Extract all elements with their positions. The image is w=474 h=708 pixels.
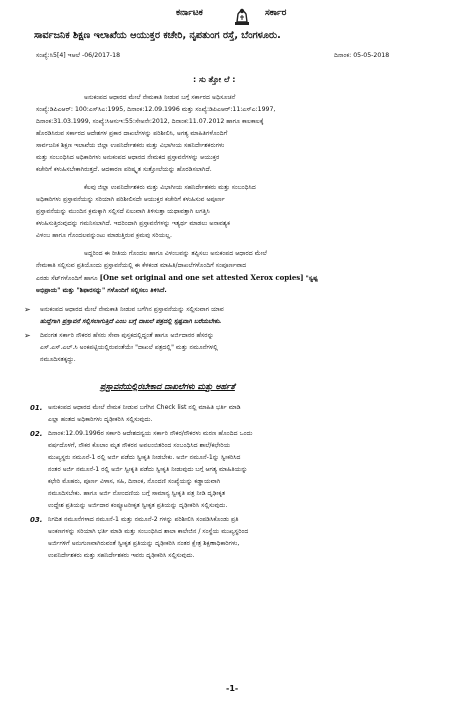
paragraph-3	[36, 248, 446, 297]
paragraph-2	[36, 182, 446, 242]
requirements-list	[30, 402, 454, 562]
item-line: ಅಂಕಣಗಳನ್ನು ಸರಿಯಾಗಿ ಭರ್ತಿ ಮಾಡಿ ಮತ್ತು ಸಂಬಂಧಿಸಿದ ಶಾಲಾ ಕಾಲೇಜಿನ / ಸಂಸ್ಥೆಯ ಮುಖ್ಯಸ್ಥರಿಂದ	[48, 528, 249, 535]
opinion-quote-start: "ಸ್ವಷ್ಟ	[305, 275, 318, 282]
paragraph-line: ಕಳುಹಿಸುತ್ತಿರುವುದನ್ನು ಗಮನಿಸಲಾಗಿದೆ. ಇದರಿಂದಾಗಿ ಪ್ರಸ್ತಾವನೆಗಳನ್ನು ಇತ್ಯರ್ಥ ಮಾಡಲು ಅನಾವಶ್ಯಕ	[36, 220, 230, 227]
paragraph-line: ಸಂಖ್ಯೆ:ಡಿಪಿಎಆರ್: 100:ಎಸ್‌ಸಿಎ:1995, ದಿನಾಂಕ:12.09.1996 ಮತ್ತು ಸಂಖ್ಯೆ:ಡಿಪಿಎಆರ್:11:ಎಸ್‌ಎ:1997,	[36, 106, 276, 113]
document-date: ದಿನಾಂಕ: 05-05-2018	[334, 52, 390, 59]
item-line: ಅನುಕಂಪದ ಆಧಾರದ ಮೇಲೆ ನೇಮಕ ನೀಡುವ ಬಗೆಗಿನ Check list ನಲ್ಲಿ ಮಾಹಿತಿ ಭರ್ತಿ ಮಾಡಿ	[48, 404, 241, 411]
item-line: ವರ್ಷದೊಳಗೆ, ನೌಕರ ಕೊಲಾಂ ಮೃತ ನೌಕರನ ಅವಲಂಬಿತರಿಂದ ಸಂಬಂಧಿಸಿದ ಶಾಲೆ/ಕಛೇರಿಯ	[48, 442, 231, 449]
bullet-line: ಹುದ್ದೆಗಾಗಿ ಪ್ರಸ್ತಾವನೆ ಸಲ್ಲಿಸಲಾಗುತ್ತಿದೆ ಎಂಬ ಬಗ್ಗೆ ದಾಖಲೆ ಪತ್ರದಲ್ಲಿ ಸ್ಪಷ್ಟವಾಗಿ ಬರೆಯಬೇಕು.	[40, 318, 222, 325]
paragraph-line: ಮತ್ತು ಸಂಬಂಧಿಸಿದ ಅಧಿಕಾರಿಗಳು ಅನುಕಂಪದ ಆಧಾರದ ನೇಮಕದ ಪ್ರಸ್ತಾವನೆಗಳನ್ನು ಆಯುಕ್ತರ	[36, 154, 220, 161]
paragraph-line: ದಿನಾಂಕ:31.03.1999, ಸಂಖ್ಯೆ:ಸಿಆಸುಇ:55:ಸೇಅನೇ:2012, ದಿನಾಂಕ:11.07.2012 ಹಾಗೂ ಕಾಲಕಾಲಕ್ಕೆ	[36, 118, 264, 125]
item-line: ನಮೂದಿಸಬೇಕು. ಹಾಗೂ ಅರ್ಜಿ ನೋಂದಣಿಯ ಬಗ್ಗೆ ಸಾಮಾನ್ಯ ಸ್ವೀಕೃತಿ ಪತ್ರ ನೀಡಿ ದೃಢೀಕೃತ	[48, 490, 226, 497]
arrow-bullet-icon: ➢	[24, 331, 31, 340]
circular-title: : ಸು ತ್ತೋ ಲೆ :	[193, 75, 236, 84]
bullet-line: ದಿವಂಗತ ಸರ್ಕಾರಿ ನೌಕರರ ಹೆಸರು ಸೇವಾ ಪುಸ್ತಕದಲ್ಲಿದ್ದಂತೆ ಹಾಗೂ ಅರ್ಜಿದಾರರ ಹೆಸರನ್ನು	[40, 332, 214, 339]
page-number: -1-	[226, 684, 239, 693]
item-line: ನಿಗದಿತ ನಮೂನೆಗಳಾದ ನಮೂನೆ-1 ಮತ್ತು ನಮೂನೆ-2 ಗಳನ್ನು ಪರಿಶೀಲಿಸಿ ಸಂಪಡಿಸಿಕೊಂಡು ಪ್ರತಿ	[48, 516, 239, 523]
item-line: ಮುಖ್ಯಸ್ಥರು ನಮೂನೆ-1 ರಲ್ಲಿ ಅರ್ಜಿ ಪಡೆದು ಸ್ವೀಕೃತಿ ನೀಡಬೇಕು. ಅರ್ಜಿ ನಮೂನೆ-1ನ್ನು ಸ್ವೀಕರಿಸಿದ	[48, 454, 241, 461]
paragraph-line: ಕೆಲವು ಜಿಲ್ಲಾ ಉಪನಿರ್ದೇಶಕರು ಮತ್ತು ವಿಭಾಗೀಯ ಸಹನಿರ್ದೇಶಕರು ಮತ್ತು ಸಂಬಂಧಿಸಿದ	[84, 184, 256, 191]
paragraph-line: ಅಭಿಪ್ರಾಯ" ಮತ್ತು "ಶಿಫಾರಸನ್ನು" ಗಳೊಂದಿಗೆ ಸಲ್ಲಿಸಲು ತಿಳಿಸಿದೆ.	[36, 287, 167, 294]
bullet-line: ಅನುಕಂಪದ ಆಧಾರದ ಮೇಲೆ ನೇಮಕಾತಿ ನೀಡುವ ಬಗೆಗಿನ ಪ್ರಸ್ತಾವನೆಯನ್ನು ಸಲ್ಲಿಸುವಾಗ ಯಾವ	[40, 306, 224, 313]
paragraph-text: ಎರಡು ಸೆಟ್‌ಗಳೊಂದಿಗೆ ಹಾಗೂ	[36, 275, 98, 282]
item-line: ಎಲ್ಲಾ ಹಂತದ ಅಧಿಕಾರಿಗಳು ದೃಢೀಕರಿಸಿ ಸಲ್ಲಿಸುವುದು.	[48, 416, 153, 423]
paragraph-1	[36, 92, 446, 176]
paragraph-line: ಅದ್ದರಿಂದ ಈ ರೀತಿಯ ಗೊಂದಲ ಹಾಗೂ ವಿಳಂಬವನ್ನು ತಪ್ಪಿಸಲು ಅನುಕಂಪದ ಆಧಾರದ ಮೇಲೆ	[84, 250, 267, 257]
attested-copies-note: [One set original and one set attested Xerox copies]	[99, 273, 304, 282]
item-line: ನಂತರ ಅರ್ಜಿ ನಮೂನೆ-1 ರಲ್ಲಿ ಅರ್ಜಿ ಸ್ವೀಕೃತಿ ಪಡೆದು ಸ್ವೀಕೃತಿ ನೀಡುವುದು ಬಗ್ಗೆ ಆಗತ್ಯ ಮಾಹಿತಿಯನ್ನು	[48, 466, 248, 473]
section-heading: ಪ್ರಸ್ತಾವನೆಯಲ್ಲಿರಬೇಕಾದ ದಾಖಲೆಗಳು ಮತ್ತು ಅರ್ಹತೆ	[100, 382, 235, 391]
paragraph-line: ಅಧಿಕಾರಿಗಳು ಪ್ರಸ್ತಾವನೆಯನ್ನು ಸರಿಯಾಗಿ ಪರಿಶೀಲಿಸದೇ ಆಯುಕ್ತರ ಕಚೇರಿಗೆ ಕಳುಹಿಸುವ ಅಪೂರ್ಣ	[36, 196, 225, 203]
list-item	[30, 428, 454, 512]
state-name-right: ಸರ್ಕಾರ	[265, 8, 287, 18]
item-line: ಉಪನಿರ್ದೇಶಕರು ಮತ್ತು ಸಹನಿರ್ದೇಶಕರು ಇವರು ದೃಢೀಕರಿಸಿ ಸಲ್ಲಿಸುವುದು.	[48, 552, 195, 559]
paragraph-line: ಕಚೇರಿಗೆ ಕಳುಹಿಸಬೇಕಾಗಿರುತ್ತದೆ. ಆದಕಾರಣ ಪರಿಷ್ಕೃತ ಸುತ್ತೋಲೆಯನ್ನು ಹೊರಡಿಸಲಾಗಿದೆ.	[36, 166, 212, 173]
bullet-item	[24, 330, 454, 366]
item-line: ಅರ್ಜಿಗಳಿಗೆ ಅನುಗುಣವಾಗಿರುವಂತೆ ಸ್ವೀಕೃತ ಪ್ರತಿಯನ್ನು ದೃಢೀಕರಿಸಿ ನಂತರ ಕ್ಷೇತ್ರ ಶಿಕ್ಷಣಾಧಿಕಾರಿಗಳು,	[48, 540, 240, 547]
paragraph-line: ಅನುಕಂಪದ ಆಧಾರದ ಮೇಲೆ ನೇಮಕಾತಿ ನೀಡುವ ಬಗ್ಗೆ ಸರ್ಕಾರದ ಅಧಿಸೂಚನೆ	[84, 94, 236, 101]
paragraph-line: ವಿಳಂಬ ಹಾಗೂ ಗೊಂದಲವನ್ನುಂಟು ಮಾಡುತ್ತಿರುವ ಕ್ರಮವು ಸರಿಯಲ್ಲ.	[36, 232, 172, 239]
bullet-item	[24, 304, 454, 328]
bullet-line: ನಮೂದಿಸತಕ್ಕದ್ದು.	[40, 356, 76, 363]
list-item	[30, 514, 454, 562]
item-number: 03.	[30, 516, 43, 524]
bullet-list	[24, 304, 454, 366]
state-name-left: ಕರ್ನಾಟಕ	[176, 8, 203, 18]
state-emblem-icon	[233, 5, 251, 27]
bullet-line: ಎಸ್.ಎಸ್.ಎಲ್.ಸಿ ಅಂಕಪಟ್ಟಿಯಲ್ಲಿರುವಂತೆಯೇ "ದಾಖಲೆ ಪತ್ರದಲ್ಲಿ" ಮತ್ತು ನಮೂನೆಗಳಲ್ಲಿ	[40, 344, 218, 351]
paragraph-line: ಹೊರಡಿಸಿರುವ ಸರ್ಕಾರದ ಆದೇಶಗಳ ಪ್ರಕಾರ ದಾಖಲೆಗಳನ್ನು ಪರಿಶೀಲಿಸಿ, ಅಗತ್ಯ ಮಾಹಿತಿಗಳೊಂದಿಗೆ	[36, 130, 228, 137]
item-line: ದಿನಾಂಕ:12.09.1996ರ ಸರ್ಕಾರಿ ಆದೇಶದನ್ವಯ ಸರ್ಕಾರಿ ನೌಕರ/ನೌಕರಳು ಮರಣ ಹೊಂದಿದ ಒಂದು	[48, 430, 253, 437]
office-title: ಸಾರ್ವಜನಿಕ ಶಿಕ್ಷಣ ಇಲಾಖೆಯ ಆಯುಕ್ತರ ಕಚೇರಿ, ನೃಪತುಂಗ ರಸ್ತೆ, ಬೆಂಗಳೂರು.	[34, 30, 281, 41]
item-line: ಉದ್ದೇಶ ಪ್ರತಿಯನ್ನು ಅರ್ಜಿದಾರ ಕಂಪ್ಯೂಟರೀಕೃತ ಸ್ವೀಕೃತ ಪ್ರತಿಯನ್ನು ದೃಢೀಕರಿಸಿ ಸಲ್ಲಿಸುವುದು.	[48, 502, 228, 509]
paragraph-line	[36, 272, 446, 285]
item-number: 02.	[30, 430, 43, 438]
reference-number: ಸಂಖ್ಯೆ:ಸಿ5[4] ಇಆಲೆ -06/2017-18	[36, 52, 121, 59]
paragraph-line: ಸಾರ್ವಜನಿಕ ಶಿಕ್ಷಣ ಇಲಾಖೆಯ ಜಿಲ್ಲಾ ಉಪನಿರ್ದೇಶಕರು ಮತ್ತು ವಿಭಾಗೀಯ ಸಹನಿರ್ದೇಶಕರುಗಳು	[36, 142, 225, 149]
arrow-bullet-icon: ➢	[24, 305, 31, 314]
paragraph-line: ನೇಮಕಾತಿ ಸಲ್ಲಿಸುವ ಪ್ರತಿಯೊಂದು ಪ್ರಸ್ತಾವನೆಯಲ್ಲಿ ಈ ಕೆಳಕಂಡ ಮಾಹಿತಿ/ದಾಖಲೆಗಳೊಂದಿಗೆ ಸಂಪೂರ್ಣವಾದ	[36, 262, 247, 269]
item-line: ಕಛೇರಿ ಮೊಹರು, ಪೂರ್ಣ ವಿಳಾಸ, ಸಹಿ, ದಿನಾಂಕ, ನೊಂದಣಿ ಸಂಖ್ಯೆಯನ್ನು ಕಡ್ಡಾಯವಾಗಿ	[48, 478, 221, 485]
paragraph-line: ಪ್ರಸ್ತಾವನೆಯನ್ನು ಮುಂದಿನ ಕ್ರಮಕ್ಕಾಗಿ ಸಲ್ಲಿಸದೆ ಏಲುವಾಗಿ ತಿಳಿಸುತ್ತಾ ಯಥಾವತ್ತಾಗಿ ಲಗತ್ತಿಸಿ	[36, 208, 210, 215]
list-item	[30, 402, 454, 426]
item-number: 01.	[30, 404, 43, 412]
